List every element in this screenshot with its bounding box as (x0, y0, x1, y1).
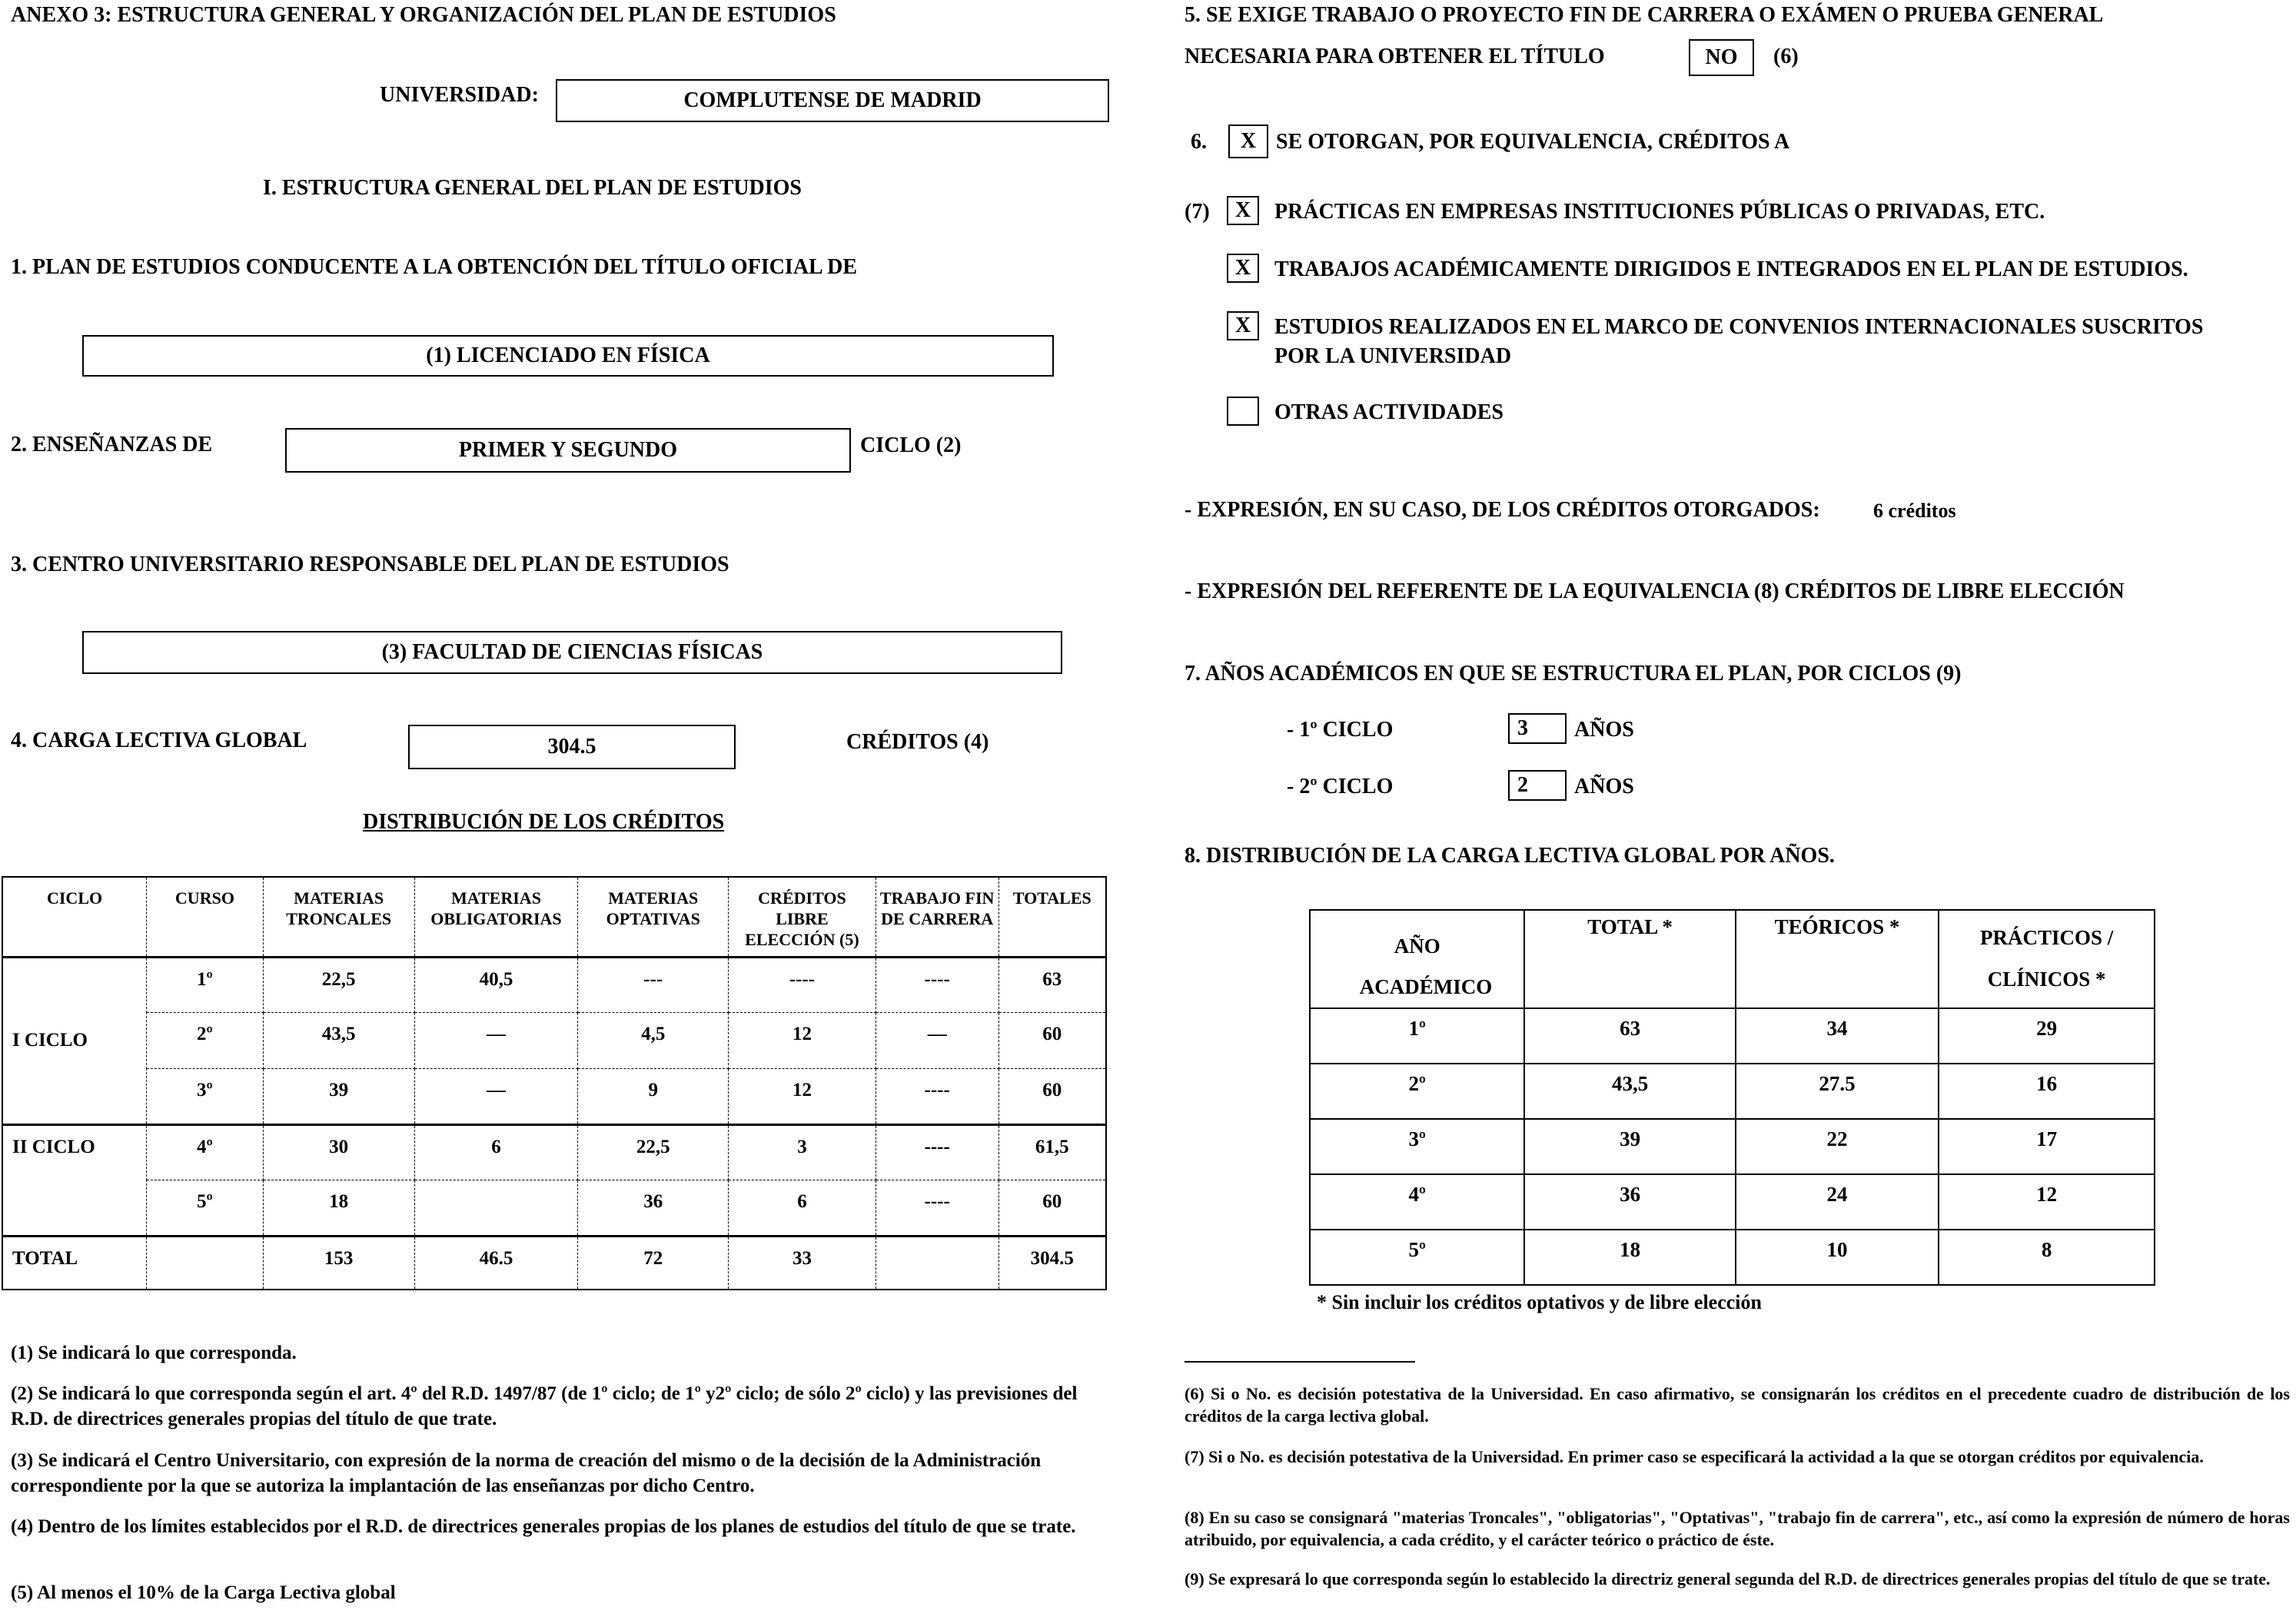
annex-title: ANEXO 3: ESTRUCTURA GENERAL Y ORGANIZACIÓN DEL PLAN DE ESTUDIOS (11, 3, 836, 27)
col-header: MATERIAS OBLIGATORIAS (414, 877, 578, 957)
footnote-5: (5) Al menos el 10% de la Carga Lectiva global (11, 1582, 396, 1603)
years-cell: 18 (1524, 1230, 1735, 1285)
years-cell: 8 (1939, 1230, 2155, 1285)
table-cell (414, 1180, 578, 1236)
table-cell: ---- (876, 957, 998, 1012)
col-header: MATERIAS TRONCALES (263, 877, 414, 957)
table-cell (147, 1236, 264, 1290)
item5-line2: NECESARIA PARA OBTENER EL TÍTULO (1185, 45, 1605, 68)
table-cell: 60 (998, 1012, 1106, 1068)
option-checkbox-academic-work[interactable]: X (1227, 254, 1259, 283)
table-cell: 40,5 (414, 957, 578, 1012)
cycle1-years-field: 3 (1508, 713, 1567, 744)
item5-note: (6) (1773, 45, 1799, 68)
expr-credits-label: - EXPRESIÓN, EN SU CASO, DE LOS CRÉDITOS OTORGADOS: (1185, 498, 1820, 522)
table-cell: 60 (998, 1068, 1106, 1124)
item4-suffix: CRÉDITOS (4) (846, 730, 989, 754)
years-col-header-text: AÑO ACADÉMICO (1359, 934, 1493, 998)
table-cell: 39 (263, 1068, 414, 1124)
years-cell: 43,5 (1524, 1064, 1735, 1119)
years-header-row (1310, 910, 2155, 1008)
cycle2-years-field: 2 (1508, 770, 1567, 801)
table-cell: — (414, 1068, 578, 1124)
years-cell: 24 (1736, 1174, 1939, 1230)
years-col-header-text: PRÁCTICOS / CLÍNICOS * (1979, 926, 2114, 991)
years-table-note: * Sin incluir los créditos optativos y de libre elección (1317, 1291, 1762, 1313)
years-cell: 16 (1939, 1064, 2155, 1119)
col-header: TRABAJO FIN DE CARRERA (876, 877, 998, 957)
years-row (1310, 1119, 2155, 1174)
years-cell: 29 (1939, 1008, 2155, 1064)
table-cell: 304.5 (998, 1236, 1106, 1290)
years-col-header (1939, 910, 2155, 1008)
option-label: OTRAS ACTIVIDADES (1274, 400, 1504, 424)
table-cell: 6 (414, 1124, 578, 1180)
table-cell: 22,5 (578, 1124, 729, 1180)
degree-field: (1) LICENCIADO EN FÍSICA (82, 335, 1054, 377)
table-cell: 4,5 (578, 1012, 729, 1068)
years-cell: 17 (1939, 1119, 2155, 1174)
col-header: CICLO (2, 877, 147, 957)
col-header: CRÉDITOS LIBRE ELECCIÓN (5) (729, 877, 876, 957)
cycles-field: PRIMER Y SEGUNDO (285, 428, 851, 473)
item2-suffix: CICLO (2) (860, 433, 962, 457)
expr-reference: - EXPRESIÓN DEL REFERENTE DE LA EQUIVALENCIA (8) CRÉDITOS DE LIBRE ELECCIÓN (1185, 579, 2125, 603)
years-cell: 5º (1310, 1230, 1524, 1285)
table-cell: 61,5 (998, 1124, 1106, 1180)
footnote-divider (1185, 1361, 1415, 1363)
years-cell: 34 (1736, 1008, 1939, 1064)
years-cell: 2º (1310, 1064, 1524, 1119)
distribution-title: DISTRIBUCIÓN DE LOS CRÉDITOS (363, 810, 725, 834)
table-cell: ---- (729, 957, 876, 1012)
table-cell: ---- (876, 1124, 998, 1180)
item3-label: 3. CENTRO UNIVERSITARIO RESPONSABLE DEL PLAN DE ESTUDIOS (11, 553, 729, 576)
table-cell: 22,5 (263, 957, 414, 1012)
years-cell: 1º (1310, 1008, 1524, 1064)
years-cell: 22 (1736, 1119, 1939, 1174)
item4-label: 4. CARGA LECTIVA GLOBAL (11, 729, 307, 752)
table-cell: 4º (147, 1124, 264, 1180)
table-row (2, 1124, 1106, 1180)
col-header: MATERIAS OPTATIVAS (578, 877, 729, 957)
section-title: I. ESTRUCTURA GENERAL DEL PLAN DE ESTUDIOS (263, 176, 802, 200)
years-cell: 3º (1310, 1119, 1524, 1174)
footnote-1: (1) Se indicará lo que corresponda. (11, 1343, 297, 1363)
cycle2-unit: AÑOS (1574, 775, 1634, 798)
years-cell: 4º (1310, 1174, 1524, 1230)
table-header-row (2, 877, 1106, 957)
table-cell: 12 (729, 1068, 876, 1124)
item2-label: 2. ENSEÑANZAS DE (11, 433, 213, 456)
item5-line1: 5. SE EXIGE TRABAJO O PROYECTO FIN DE CARRERA O EXÁMEN O PRUEBA GENERAL (1185, 3, 2104, 27)
table-cell: 36 (578, 1180, 729, 1236)
years-cell: 39 (1524, 1119, 1735, 1174)
equivalence-checkbox[interactable]: X (1228, 124, 1268, 158)
table-cell: 3 (729, 1124, 876, 1180)
final-project-field: NO (1689, 39, 1754, 76)
table-cell: 6 (729, 1180, 876, 1236)
table-row (2, 1068, 1106, 1124)
table-cell: 46.5 (414, 1236, 578, 1290)
credits-field: 304.5 (408, 725, 736, 769)
table-cell: --- (578, 957, 729, 1012)
universidad-label: UNIVERSIDAD: (380, 83, 539, 107)
option-label: ESTUDIOS REALIZADOS EN EL MARCO DE CONVENIOS INTERNACIONALES SUSCRITOS (1274, 315, 2204, 339)
cycle1-label: - 1º CICLO (1287, 718, 1394, 742)
years-table (1309, 909, 2155, 1286)
col-header: TOTALES (998, 877, 1106, 957)
table-cell: 72 (578, 1236, 729, 1290)
table-cell: 33 (729, 1236, 876, 1290)
option-label: PRÁCTICAS EN EMPRESAS INSTITUCIONES PÚBLICAS O PRIVADAS, ETC. (1274, 200, 2045, 224)
table-row (2, 957, 1106, 1012)
option-checkbox-international[interactable]: X (1227, 311, 1259, 340)
years-row (1310, 1064, 2155, 1119)
cycle2-label: - 2º CICLO (1287, 775, 1394, 798)
table-cell: ---- (876, 1068, 998, 1124)
footnote-8: (8) En su caso se consignará "materias Troncales", "obligatorias", "Optativas", "trabajo fin de carrera", etc., así como la expresión de número de horas atribuido, por equivalencia, a cada crédito, y el carácter teórico o práctico de éste. (1185, 1508, 2290, 1549)
item7-label: 7. AÑOS ACADÉMICOS EN QUE SE ESTRUCTURA EL PLAN, POR CICLOS (9) (1185, 662, 1962, 686)
table-cell: 18 (263, 1180, 414, 1236)
years-col-header (1310, 910, 1524, 1008)
universidad-field: COMPLUTENSE DE MADRID (556, 79, 1109, 122)
years-cell: 10 (1736, 1230, 1939, 1285)
cycle-cell: I CICLO (2, 957, 147, 1124)
years-col-header-text: TOTAL * (1587, 915, 1673, 938)
table-cell: 63 (998, 957, 1106, 1012)
table-row (2, 1012, 1106, 1068)
table-cell: 30 (263, 1124, 414, 1180)
years-row (1310, 1230, 2155, 1285)
option-prefix: (7) (1185, 200, 1210, 224)
table-cell: 153 (263, 1236, 414, 1290)
cycle-cell: II CICLO (2, 1124, 147, 1236)
footnote-2: (2) Se indicará lo que corresponda según el art. 4º del R.D. 1497/87 (de 1º ciclo; de 1º y2º ciclo; de sólo 2º ciclo) y las previsiones del R.D. de directrices generales propias del título de que trate. (11, 1383, 1078, 1429)
years-col-header-text: TEÓRICOS * (1774, 915, 1900, 938)
table-total-row (2, 1236, 1106, 1290)
item8-label: 8. DISTRIBUCIÓN DE LA CARGA LECTIVA GLOBAL POR AÑOS. (1185, 844, 1835, 868)
years-col-header (1524, 910, 1735, 1008)
option-label-cont: POR LA UNIVERSIDAD (1274, 344, 1512, 368)
table-cell: 3º (147, 1068, 264, 1124)
table-cell: TOTAL (2, 1236, 147, 1290)
table-cell: 5º (147, 1180, 264, 1236)
table-cell: — (414, 1012, 578, 1068)
years-cell: 12 (1939, 1174, 2155, 1230)
table-cell (876, 1236, 998, 1290)
table-cell: 1º (147, 957, 264, 1012)
col-header: CURSO (147, 877, 264, 957)
item6-number: 6. (1191, 130, 1207, 154)
table-row (2, 1180, 1106, 1236)
expr-credits-value: 6 créditos (1873, 500, 1956, 522)
footnote-6: (6) Si o No. es decisión potestativa de la Universidad. En caso afirmativo, se consignarán los créditos en el precedente cuadro de distribución de los créditos de la carga lectiva global. (1185, 1384, 2290, 1426)
footnote-3: (3) Se indicará el Centro Universitario, con expresión de la norma de creación del mismo o de la decisión de la Administración correspondiente por la que se autoriza la implantación de las enseñanzas por dicho Centro. (11, 1450, 1042, 1496)
credits-table (2, 876, 1107, 1290)
table-cell: 12 (729, 1012, 876, 1068)
footnote-7: (7) Si o No. es decisión potestativa de la Universidad. En primer caso se especificará la actividad a la que se otorgan créditos por equivalencia. (1185, 1447, 2204, 1466)
years-col-header (1736, 910, 1939, 1008)
years-cell: 36 (1524, 1174, 1735, 1230)
table-cell: 2º (147, 1012, 264, 1068)
option-checkbox-internships[interactable]: X (1227, 196, 1259, 225)
footnote-9: (9) Se expresará lo que corresponda según lo establecido la directriz general segunda del R.D. de directrices generales propias del título de que se trate. (1185, 1569, 2271, 1588)
years-cell: 27.5 (1736, 1064, 1939, 1119)
table-cell: 9 (578, 1068, 729, 1124)
years-row (1310, 1174, 2155, 1230)
years-cell: 63 (1524, 1008, 1735, 1064)
table-cell: ---- (876, 1180, 998, 1236)
cycle1-unit: AÑOS (1574, 718, 1634, 742)
table-cell: — (876, 1012, 998, 1068)
center-field: (3) FACULTAD DE CIENCIAS FÍSICAS (82, 631, 1062, 674)
table-cell: 60 (998, 1180, 1106, 1236)
footnote-4: (4) Dentro de los límites establecidos por el R.D. de directrices generales propias de los planes de estudios del título de que se trate. (11, 1516, 1076, 1537)
table-cell: 43,5 (263, 1012, 414, 1068)
item6-label: SE OTORGAN, POR EQUIVALENCIA, CRÉDITOS A (1276, 130, 1790, 154)
item1-label: 1. PLAN DE ESTUDIOS CONDUCENTE A LA OBTENCIÓN DEL TÍTULO OFICIAL DE (11, 255, 858, 279)
years-row (1310, 1008, 2155, 1064)
option-checkbox-other[interactable] (1227, 397, 1259, 426)
option-label: TRABAJOS ACADÉMICAMENTE DIRIGIDOS E INTEGRADOS EN EL PLAN DE ESTUDIOS. (1274, 257, 2188, 281)
